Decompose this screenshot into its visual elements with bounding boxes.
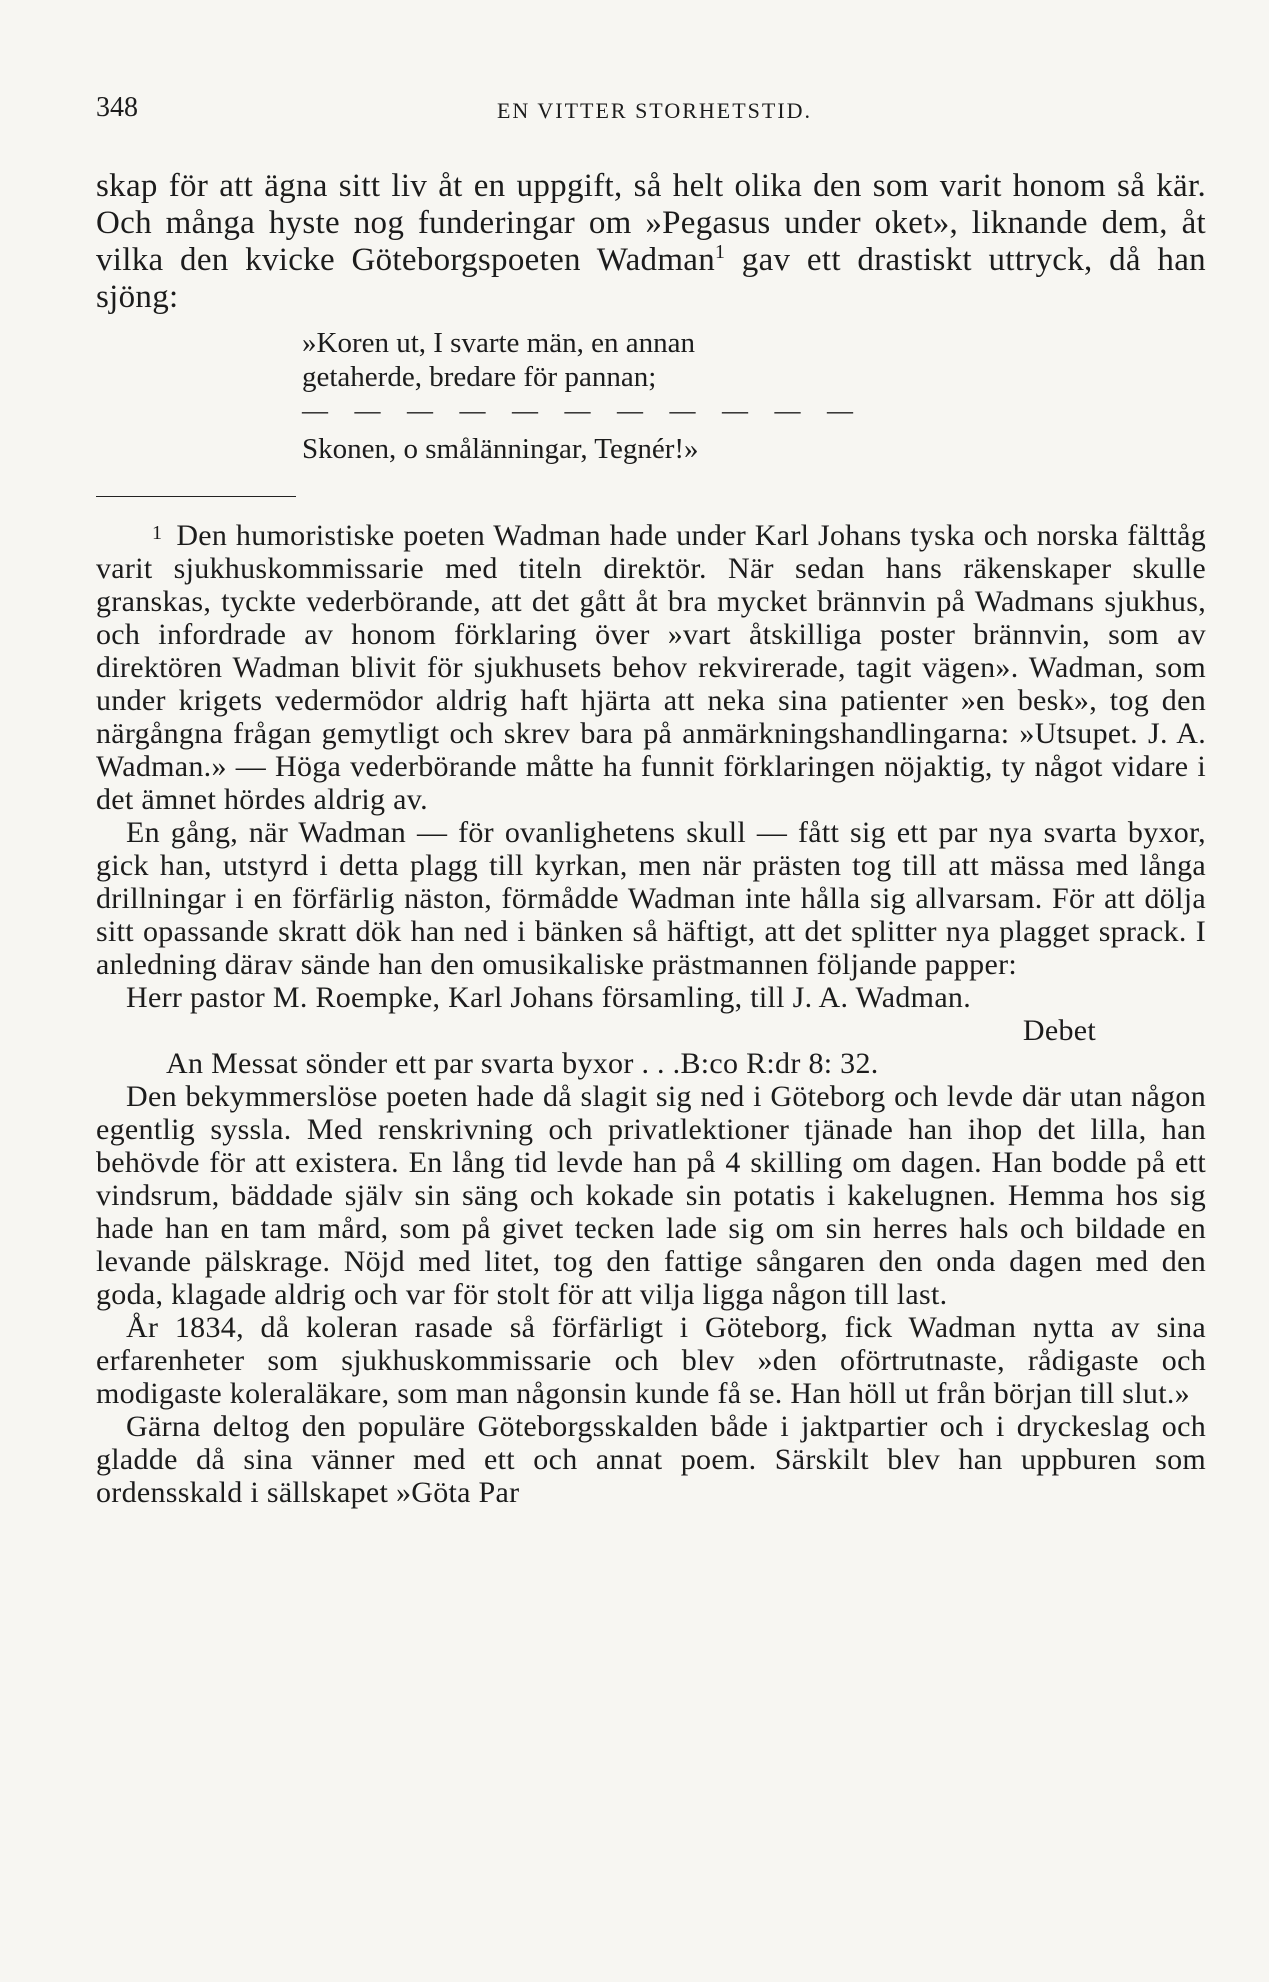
intro-text: skap för att ägna sitt liv åt en uppgift, så helt olika den som varit honom så kär. Och många hyste nog funderingar om »Pegasus under oket», liknande dem, åt vilka den kvicke Göteborgspoeten Wadman (96, 168, 1206, 278)
verse-line: Skonen, o smålänningar, Tegnér!» (302, 433, 699, 465)
running-title: EN VITTER STORHETSTID. (496, 98, 813, 123)
footnote-paragraph: En gång, när Wadman — för ovanlighetens skull — fått sig ett par nya svarta byxor, gick han, utstyrd i detta plagg till kyrkan, men när prästen tog till att mässa med långa drillningar i en förfärlig näston, förmådde Wadman inte hålla sig allvarsam. För att dölja sitt opassande skratt dök han ned i bänken så häftigt, att det splitter nya plagget sprack. I anledning därav sände han den omusikaliske prästmannen följande papper: (96, 816, 1206, 981)
footnote-paragraph (96, 517, 1206, 816)
page-body (96, 168, 1206, 1509)
verse-line: getaherde, bredare för pannan; (302, 361, 657, 393)
bill-entry: An Messat sönder ett par svarta byxor . . .B:co R:dr 8: 32. (166, 1047, 879, 1080)
verse-line: »Koren ut, I svarte män, en annan (302, 327, 695, 359)
intro-text-end: gav ett drastiskt uttryck, då han sjöng: (96, 242, 1206, 315)
footnote-text: Den humoristiske poeten Wadman hade under Karl Johans tyska och norska fälttåg varit sjukhuskommissarie med titeln direktör. När sedan hans räkenskaper skulle granskas, tyckte vederbörande, att det gått åt bra mycket brännvin på Wadmans sjukhus, och infordrade av honom förklaring över »vart åtskilliga poster brännvin, som av direktören Wadman blivit för sjukhusets behov rekvirerade, tagit vägen». Wadman, som under krigets vedermödor aldrig haft hjärta att neka sina patienter »en besk», tog den närgångna frågan gemytligt och skrev bara på anmärkningshandlingarna: »Utsupet. J. A. Wadman.» — Höga vederbörande måtte ha funnit förklaringen nöjaktig, ty något vidare i det ämnet hördes aldrig av. (96, 519, 1206, 816)
footnote-paragraph: År 1834, då koleran rasade så förfärligt i Göteborg, fick Wadman nytta av sina erfarenheter som sjukhuskommissarie och blev »den oförtrutnaste, rådigaste och modigaste koleraläkare, som man någonsin kunde få se. Han höll ut från början till slut.» (96, 1311, 1206, 1410)
bill-debet-label: Debet (1022, 1014, 1096, 1047)
footnote-paragraph: Den bekymmerslöse poeten hade då slagit sig ned i Göteborg och levde där utan någon egentlig syssla. Med renskrivning och privatlektioner tjänade han ihop det lilla, han behövde för att existera. En lång tid levde han på 4 skilling om dagen. Han bodde på ett vindsrum, bäddade själv sin säng och kokade sin potatis i kakelugnen. Hemma hos sig hade han en tam mård, som på givet tecken lade sig om sin herres hals och bildade en levande pälskrage. Nöjd med litet, tog den fattige sångaren den onda dagen med den goda, klagade aldrig och var för stolt för att vilja ligga någon till last. (96, 1080, 1206, 1311)
footnote-reference: 1 (715, 241, 726, 263)
intro-paragraph (96, 168, 1206, 316)
main-text (96, 168, 1206, 466)
page-number: 348 (96, 92, 138, 123)
footnote-divider (96, 496, 296, 497)
bill-heading: Herr pastor M. Roempke, Karl Johans församling, till J. A. Wadman. (126, 981, 972, 1014)
page-header (96, 92, 1173, 126)
footnote-marker: 1 (152, 522, 163, 544)
verse-quote (302, 326, 1206, 394)
footnote-paragraph: Gärna deltog den populäre Göteborgsskalden både i jaktpartier och i dryckeslag och gladde då sina vänner med ett och annat poem. Särskilt blev han uppburen som ordensskald i sällskapet »Göta Par (96, 1410, 1206, 1509)
verse-omission-dashes: — — — — — — — — — — — (302, 396, 863, 425)
footnote (96, 517, 1206, 1509)
